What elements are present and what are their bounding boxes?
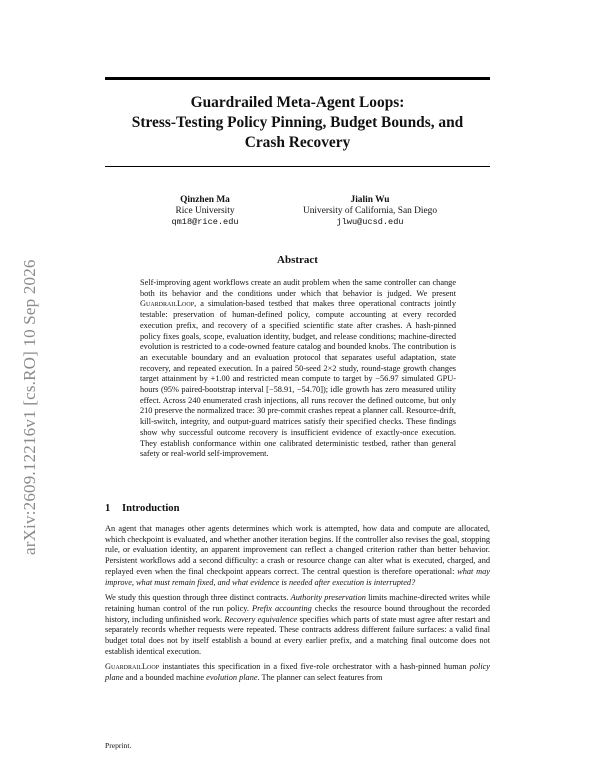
emphasis-text: what may improve, what must remain fixed, and what evidence is needed after execution is interrupted? (105, 566, 490, 587)
paragraph-text: and a bounded machine (123, 673, 207, 683)
title-line: Stress-Testing Policy Pinning, Budget Bounds, and (131, 114, 464, 131)
emphasis-text: evolution plane (206, 673, 258, 683)
author-block (265, 195, 475, 228)
paragraph-text: . The planner can select features from (257, 673, 383, 683)
author-name: Qinzhen Ma (180, 195, 230, 205)
section-body (105, 524, 490, 689)
title-top-rule (105, 77, 490, 80)
author-name: Jialin Wu (350, 195, 390, 205)
abstract-part: , a simulation-based testbed that makes three operational contracts jointly testable: preservation of human-defined policy, compute accounting at every recorded execution prefix, and recovery of a specified scientific state after crashes. A hash-pinned policy fixes goals, scope, evaluation identity, budget, and release conditions; machine-directed evolution is restricted to a code-owned feature catalog and bounded knobs. The contribution is an executable boundary and an evaluation protocol that separates useful adaptation, state recovery, and repeated execution. In a paired 50-seed 2×2 study, round-stage growth changes target attainment by +1.00 and restricted mean compute to target by −56.97 simulated GPU-hours (95% paired-bootstrap interval [−58.91, −54.70]); idle growth has zero measured utility effect. Across 240 enumerated crash injections, all runs recover the defined outcome, but only 210 preserve the normalized trace: 30 pre-commit crashes repeat a planner call. Resource-drift, kill-switch, integrity, and output-guard matrices satisfy their specified checks. These findings show why successful outcome recovery is insufficient evidence of exactly-once execution. They establish conformance within one calibrated deterministic testbed, rather than general safety or real-world self-improvement. (140, 299, 456, 459)
system-name: GuardrailLoop (105, 662, 160, 672)
author-affiliation: Rice University (175, 206, 235, 216)
paragraph (105, 593, 490, 657)
section-heading (105, 503, 180, 514)
emphasis-text: Authority preservation (290, 593, 366, 603)
emphasis-text: Recovery equivalence (224, 614, 298, 624)
section-title: Introduction (122, 503, 180, 514)
title-bottom-rule (105, 166, 490, 167)
paper-title (105, 93, 490, 153)
abstract-part: Self-improving agent workflows create an audit problem when the same controller can change both its behavior and the conditions under which that behavior is judged. We present (140, 278, 456, 298)
section-number: 1 (105, 503, 111, 514)
emphasis-text: Prefix accounting (252, 603, 312, 613)
paragraph (105, 524, 490, 588)
paragraph-text: specifies which parts of state must agree after restart and separately records whether requests were repeated. These contracts address different failure surfaces: a valid final budget total does not by itself establish a bound at every earlier prefix, and a matching final outcome does not establish identical execution. (105, 614, 491, 656)
paragraph (105, 662, 490, 683)
paragraph-text: We study this question through three distinct contracts. (105, 593, 291, 603)
title-line: Guardrailed Meta-Agent Loops: (190, 94, 405, 111)
paragraph-text: limits machine-directed writes while retaining human control of the run policy. (105, 593, 491, 613)
paragraph-text: checks the resource bound throughout the recorded history, including unfinished work. (105, 603, 491, 624)
arxiv-identifier: arXiv:2609.12216v1 [cs.RO] 10 Sep 2026 (20, 259, 39, 555)
system-name: GuardrailLoop (140, 299, 195, 309)
abstract-text (140, 278, 456, 460)
abstract-heading: Abstract (277, 254, 318, 266)
emphasis-text: policy plane (105, 662, 490, 683)
author-email[interactable]: qm18@rice.edu (171, 217, 239, 227)
author-affiliation: University of California, San Diego (302, 206, 438, 216)
title-line: Crash Recovery (244, 134, 351, 151)
page-footer: Preprint. (105, 741, 132, 750)
paragraph-text: An agent that manages other agents determines which work is attempted, how data and compute are allocated, which checkpoint is evaluated, and whether another iteration begins. If the controller also revises the goal, stopping rule, or evaluation identity, an apparent improvement can reflect a changed criterion rather than better behavior. Persistent workflows add a second difficulty: a crash or resource change can alter what is executed, charged, and replayed even when the final checkpoint appears correct. The central question is therefore operational: (105, 524, 490, 576)
paragraph-text: instantiates this specification in a fixed five-role orchestrator with a hash-pinned human (159, 662, 470, 672)
author-email[interactable]: jlwu@ucsd.edu (336, 217, 404, 227)
